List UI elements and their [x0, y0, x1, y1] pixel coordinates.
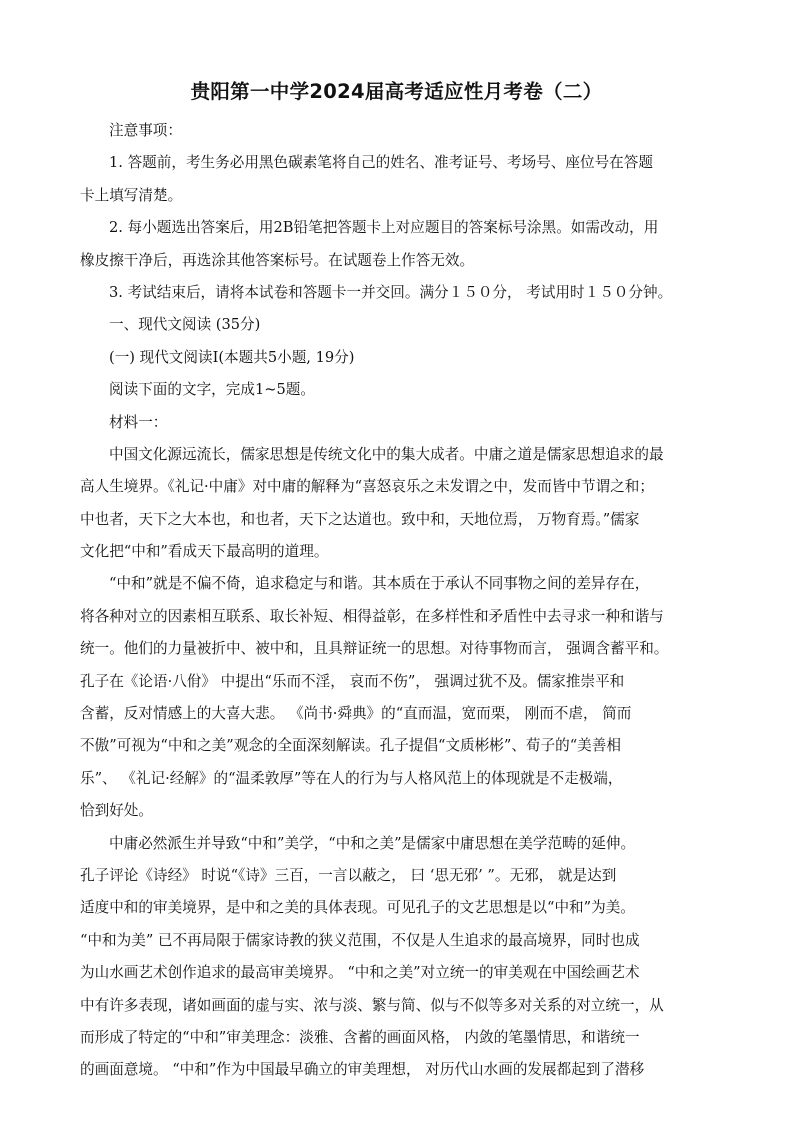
text-line: 为山水画艺术创作追求的最高审美境界。 “中和之美”对立统一的审美观在中国绘画艺术	[80, 964, 640, 982]
document-body	[80, 115, 720, 1087]
text-line: 高人生境界。《礼记·中庸》对中庸的解释为“喜怒哀乐之未发谓之中，发而皆中节谓之和；	[80, 478, 654, 496]
text-line: 中也者，天下之大本也，和也者，天下之达道也。致中和，天地位焉， 万物育焉。”儒家	[80, 510, 640, 528]
text-line: 2. 每小题选出答案后，用2B铅笔把答题卡上对应题目的答案标号涂黑。如需改动，用	[109, 219, 659, 237]
text-line: 孔子评论《诗经》 时说“《诗》三百，一言以蔽之， 曰 ‘思无邪’ ”。无邪， 就是达到	[80, 866, 617, 884]
text-line: 橡皮擦干净后，再选涂其他答案标号。在试题卷上作答无效。	[80, 251, 475, 269]
text-line: 中国文化源远流长，儒家思想是传统文化中的集大成者。中庸之道是儒家思想追求的最	[109, 445, 664, 463]
text-line: 注意事项：	[109, 122, 182, 139]
text-line: (一) 现代文阅读Ⅰ(本题共5小题, 19分)	[109, 348, 355, 366]
text-line: 1. 答题前，考生务必用黑色碳素笔将自己的姓名、准考证号、考场号、座位号在答题	[109, 154, 653, 172]
text-line: 3. 考试结束后，请将本试卷和答题卡一并交回。满分１５０分， 考试用时１５０分钟。	[109, 283, 673, 301]
text-line: 将各种对立的因素相互联系、取长补短、相得益彰，在多样性和矛盾性中去寻求一种和谐与	[80, 607, 664, 625]
text-line: 中庸必然派生并导致“中和”美学，“中和之美”是儒家中庸思想在美学范畴的延伸。	[109, 834, 636, 852]
text-line: 不傲”可视为“中和之美”观念的全面深刻解读。孔子提倡“文质彬彬”、荀子的“美善相	[80, 737, 621, 755]
text-line: 统一。他们的力量被折中、被中和，且具辩证统一的思想。对待事物而言， 强调含蓄平和。	[80, 640, 669, 658]
page-title: 贵阳第一中学2024届高考适应性月考卷（二）	[190, 80, 603, 103]
text-line: 中有许多表现，诸如画面的虚与实、浓与淡、繁与简、似与不似等多对关系的对立统一，从	[80, 996, 664, 1014]
text-line: “中和”就是不偏不倚，追求稳定与和谐。其本质在于承认不同事物之间的差异存在，	[109, 575, 650, 593]
text-line: 一、现代文阅读 (35分)	[109, 316, 261, 334]
text-line: 乐”、 《礼记·经解》的“温柔敦厚”等在人的行为与人格风范上的体现就是不走极端，	[80, 769, 623, 787]
text-line: 而形成了特定的“中和”审美理念：淡雅、含蓄的画面风格， 内敛的笔墨情思，和谐统一	[80, 1028, 640, 1046]
text-line: 孔子在《论语·八佾》 中提出“乐而不淫， 哀而不伤”， 强调过犹不及。儒家推崇平和	[80, 672, 625, 690]
text-line: 的画面意境。 “中和”作为中国最早确立的审美理想， 对历代山水画的发展都起到了潜移	[80, 1061, 645, 1079]
text-line: “中和为美” 已不再局限于儒家诗教的狭义范围，不仅是人生追求的最高境界，同时也成	[80, 931, 640, 949]
text-line: 含蓄，反对情感上的大喜大悲。 《尚书·舜典》的“直而温，宽而栗， 刚而不虐， 简而	[80, 705, 632, 723]
text-line: 卡上填写清楚。	[80, 186, 183, 204]
text-line: 适度中和的审美境界，是中和之美的具体表现。可见孔子的文艺思想是以“中和”为美。	[80, 899, 635, 917]
text-line: 阅读下面的文字，完成1~5题。	[109, 381, 315, 399]
text-line: 文化把“中和”看成天下最高明的道理。	[80, 543, 329, 561]
text-line: 恰到好处。	[80, 802, 153, 820]
text-line: 材料一：	[109, 413, 168, 431]
